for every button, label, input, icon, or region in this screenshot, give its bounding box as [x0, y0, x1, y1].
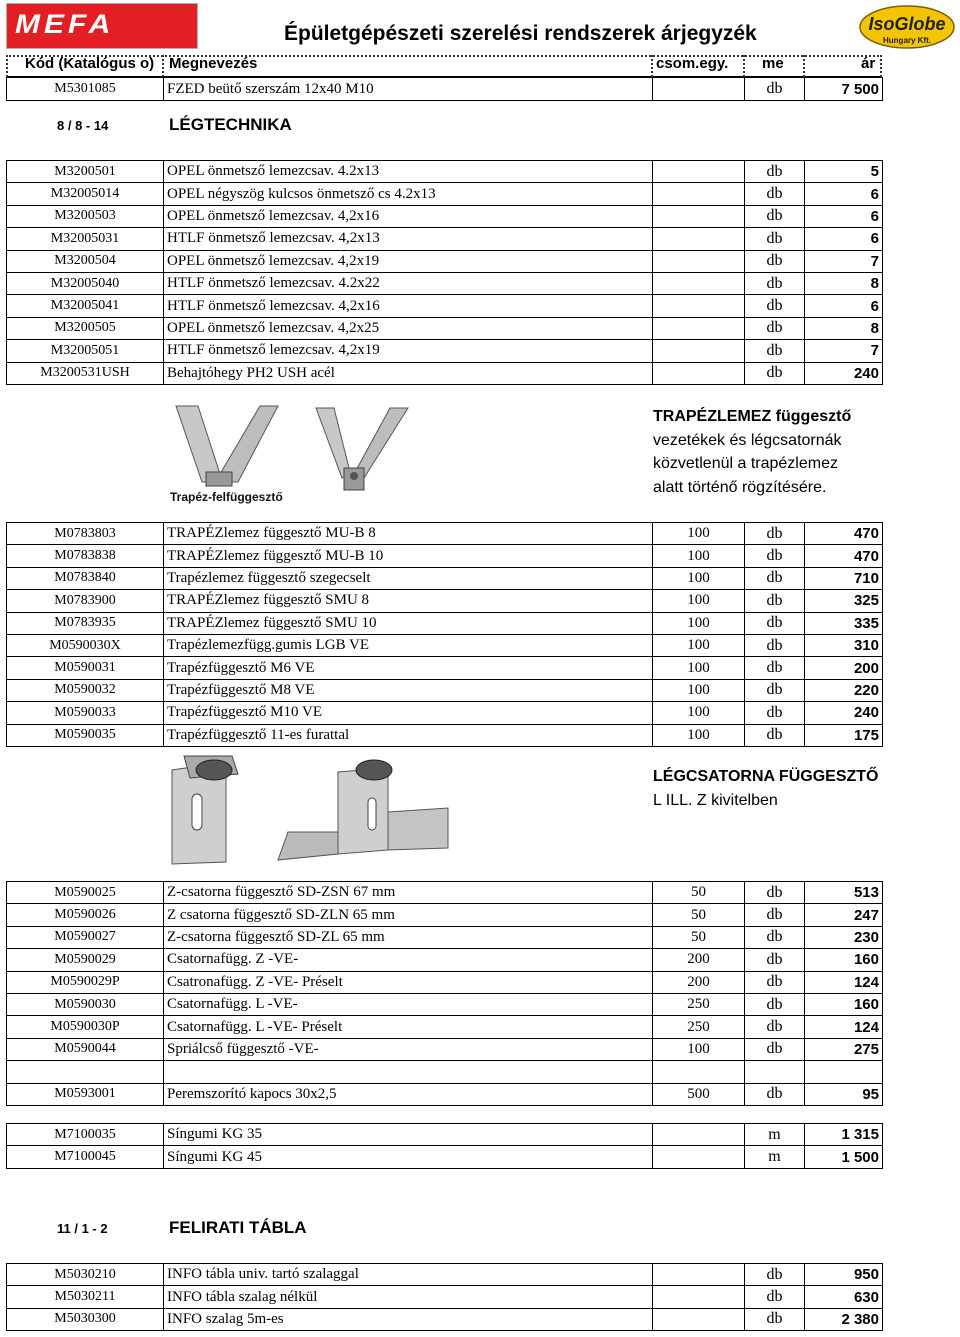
cell-unit: db — [745, 161, 805, 183]
cell-unit: db — [745, 904, 805, 926]
table-row — [7, 1061, 883, 1083]
cell-code: M32005051 — [7, 340, 164, 362]
cell-price: 160 — [805, 949, 883, 971]
cell-name: INFO tábla univ. tartó szalaggal — [164, 1264, 653, 1286]
cell-price: 6 — [805, 228, 883, 250]
table-row — [7, 183, 883, 205]
cell-name: INFO szalag 5m-es — [164, 1308, 653, 1330]
cell-price: 950 — [805, 1264, 883, 1286]
cell-name: OPEL négyszög kulcsos önmetsző cs 4.2x13 — [164, 183, 653, 205]
cell-code: M0590030P — [7, 1016, 164, 1038]
section-title: LÉGTECHNIKA — [169, 115, 292, 134]
cell-code: M0593001 — [7, 1083, 164, 1105]
cell-unit: db — [745, 1286, 805, 1308]
trapez-desc-line: alatt történő rögzítésére. — [653, 478, 827, 496]
cell-name: Csatronafügg. Z -VE- Préselt — [164, 971, 653, 993]
isoglobe-logo-text: IsoGlobe — [868, 14, 946, 34]
header-separator — [651, 55, 653, 77]
cell-name: Trapézfüggesztő M8 VE — [164, 679, 653, 701]
cell-code: M0590029 — [7, 949, 164, 971]
cell-code: M0590031 — [7, 657, 164, 679]
cell-code: M0783803 — [7, 523, 164, 545]
cell-name: TRAPÉZlemez függesztő SMU 10 — [164, 612, 653, 634]
cell-unit: m — [745, 1146, 805, 1168]
header-separator — [743, 55, 745, 77]
price-table-trapez — [6, 522, 883, 747]
cell-name: TRAPÉZlemez függesztő SMU 8 — [164, 590, 653, 612]
cell-qty: 200 — [653, 971, 745, 993]
table-row — [7, 272, 883, 294]
cell-price: 175 — [805, 724, 883, 746]
cell-unit: db — [745, 228, 805, 250]
trapez-description — [653, 405, 953, 499]
cell-name: Z-csatorna függesztő SD-ZSN 67 mm — [164, 882, 653, 904]
cell-qty — [653, 1308, 745, 1330]
cell-unit: db — [745, 1308, 805, 1330]
cell-name: Spriálcső függesztő -VE- — [164, 1038, 653, 1060]
section-title: FELIRATI TÁBLA — [169, 1218, 307, 1237]
cell-qty: 100 — [653, 523, 745, 545]
cell-unit: db — [745, 612, 805, 634]
cell-code: M32005031 — [7, 228, 164, 250]
table-row — [7, 362, 883, 384]
trapez-hanger-image — [168, 402, 463, 510]
cell-code: M0783900 — [7, 590, 164, 612]
header-separator — [6, 55, 8, 77]
cell-unit: db — [745, 724, 805, 746]
table-row — [7, 545, 883, 567]
table-row — [7, 205, 883, 227]
cell-name: OPEL önmetsző lemezcsav. 4.2x13 — [164, 161, 653, 183]
cell-code: M0590027 — [7, 926, 164, 948]
cell-code: M0783840 — [7, 567, 164, 589]
cell-price — [805, 1061, 883, 1083]
cell-name: HTLF önmetsző lemezcsav. 4.2x22 — [164, 272, 653, 294]
cell-unit: db — [745, 250, 805, 272]
cell-price: 240 — [805, 702, 883, 724]
table-row — [7, 295, 883, 317]
cell-price: 240 — [805, 362, 883, 384]
cell-unit: db — [745, 78, 805, 101]
cell-code: M3200504 — [7, 250, 164, 272]
table-row — [7, 1083, 883, 1105]
cell-name: Peremszorító kapocs 30x2,5 — [164, 1083, 653, 1105]
table-row — [7, 1124, 883, 1146]
cell-code: M0590032 — [7, 679, 164, 701]
top-table — [6, 77, 883, 101]
cell-qty — [653, 183, 745, 205]
table-row — [7, 657, 883, 679]
col-header-qty: csom.egy. — [656, 55, 729, 72]
cell-qty: 100 — [653, 590, 745, 612]
cell-price: 2 380 — [805, 1308, 883, 1330]
cell-qty: 500 — [653, 1083, 745, 1105]
cell-code: M7100045 — [7, 1146, 164, 1168]
table-row — [7, 926, 883, 948]
cell-name: Trapézlemez függesztő szegecselt — [164, 567, 653, 589]
cell-unit: db — [745, 1264, 805, 1286]
cell-qty — [653, 362, 745, 384]
table-row — [7, 679, 883, 701]
cell-qty: 100 — [653, 679, 745, 701]
cell-name: Trapézfüggesztő 11-es furattal — [164, 724, 653, 746]
mefa-logo — [6, 3, 198, 49]
cell-unit: db — [745, 340, 805, 362]
cell-name: Csatornafügg. Z -VE- — [164, 949, 653, 971]
cell-code: M3200531USH — [7, 362, 164, 384]
cell-qty — [653, 161, 745, 183]
cell-qty: 100 — [653, 634, 745, 656]
price-table-rubber — [6, 1123, 883, 1169]
cell-qty: 100 — [653, 702, 745, 724]
cell-price: 325 — [805, 590, 883, 612]
cell-code: M5030210 — [7, 1264, 164, 1286]
table-row — [7, 567, 883, 589]
cell-code: M0590026 — [7, 904, 164, 926]
cell-name: OPEL önmetsző lemezcsav. 4,2x19 — [164, 250, 653, 272]
isoglobe-logo — [858, 4, 956, 50]
cell-qty: 50 — [653, 904, 745, 926]
cell-code: M0590029P — [7, 971, 164, 993]
trapez-image-caption: Trapéz-felfüggesztő — [170, 490, 283, 504]
cell-code: M32005040 — [7, 272, 164, 294]
cell-name: OPEL önmetsző lemezcsav. 4,2x25 — [164, 317, 653, 339]
cell-price: 335 — [805, 612, 883, 634]
table-row — [7, 161, 883, 183]
cell-code: M0783838 — [7, 545, 164, 567]
cell-unit: db — [745, 567, 805, 589]
cell-unit: db — [745, 1083, 805, 1105]
duct-description — [653, 765, 883, 812]
table-row — [7, 612, 883, 634]
duct-desc-line: L ILL. Z kivitelben — [653, 791, 778, 809]
cell-name: Trapézfüggesztő M10 VE — [164, 702, 653, 724]
cell-name: HTLF önmetsző lemezcsav. 4,2x19 — [164, 340, 653, 362]
cell-name: TRAPÉZlemez függesztő MU-B 8 — [164, 523, 653, 545]
cell-name: HTLF önmetsző lemezcsav. 4,2x13 — [164, 228, 653, 250]
cell-unit: db — [745, 205, 805, 227]
table-row — [7, 1286, 883, 1308]
trapez-desc-line: közvetlenül a trapézlemez — [653, 455, 838, 472]
cell-code: M5301085 — [7, 78, 164, 101]
cell-qty — [653, 1061, 745, 1083]
price-table-screws — [6, 160, 883, 385]
cell-name: Csatornafügg. L -VE- — [164, 993, 653, 1015]
cell-qty: 100 — [653, 657, 745, 679]
cell-price: 7 500 — [805, 78, 883, 101]
col-header-code: Kód (Katalógus o) — [25, 55, 155, 72]
header-separator — [880, 55, 882, 77]
table-row — [7, 724, 883, 746]
cell-qty — [653, 1264, 745, 1286]
cell-unit: db — [745, 523, 805, 545]
cell-price: 7 — [805, 250, 883, 272]
cell-qty: 100 — [653, 567, 745, 589]
cell-unit: db — [745, 882, 805, 904]
cell-qty — [653, 340, 745, 362]
cell-code: M0590035 — [7, 724, 164, 746]
cell-price: 220 — [805, 679, 883, 701]
cell-qty: 100 — [653, 612, 745, 634]
cell-unit: db — [745, 317, 805, 339]
cell-qty — [653, 295, 745, 317]
cell-unit: db — [745, 634, 805, 656]
cell-code: M32005041 — [7, 295, 164, 317]
cell-price: 1 500 — [805, 1146, 883, 1168]
cell-qty — [653, 317, 745, 339]
cell-qty: 50 — [653, 926, 745, 948]
table-row — [7, 340, 883, 362]
cell-price: 7 — [805, 340, 883, 362]
cell-qty — [653, 272, 745, 294]
cell-price: 470 — [805, 545, 883, 567]
cell-unit: db — [745, 590, 805, 612]
cell-price: 124 — [805, 971, 883, 993]
isoglobe-logo-sub: Hungary Kft. — [883, 36, 931, 45]
cell-unit: db — [745, 657, 805, 679]
cell-unit — [745, 1061, 805, 1083]
table-row — [7, 1264, 883, 1286]
table-row — [7, 1308, 883, 1330]
cell-unit: db — [745, 949, 805, 971]
cell-qty — [653, 250, 745, 272]
trapez-desc-line: vezetékek és légcsatornák — [653, 431, 842, 449]
mefa-logo-text: MEFA — [15, 9, 115, 40]
cell-code: M3200505 — [7, 317, 164, 339]
cell-unit: db — [745, 295, 805, 317]
cell-name: Síngumi KG 45 — [164, 1146, 653, 1168]
table-row — [7, 590, 883, 612]
cell-unit: db — [745, 1016, 805, 1038]
cell-name: FZED beütő szerszám 12x40 M10 — [164, 78, 653, 101]
table-row — [7, 523, 883, 545]
cell-code: M5030300 — [7, 1308, 164, 1330]
col-header-price: ár — [861, 55, 876, 72]
cell-code: M0590030 — [7, 993, 164, 1015]
cell-price: 6 — [805, 295, 883, 317]
cell-code: M0783935 — [7, 612, 164, 634]
table-row — [7, 702, 883, 724]
cell-unit: db — [745, 993, 805, 1015]
cell-price: 5 — [805, 161, 883, 183]
cell-code: M5030211 — [7, 1286, 164, 1308]
duct-hanger-image — [168, 752, 465, 872]
cell-name: Trapézlemezfügg.gumis LGB VE — [164, 634, 653, 656]
table-row — [7, 904, 883, 926]
cell-code: M7100035 — [7, 1124, 164, 1146]
cell-code: M3200503 — [7, 205, 164, 227]
cell-unit: db — [745, 545, 805, 567]
cell-code: M0590044 — [7, 1038, 164, 1060]
cell-price: 6 — [805, 183, 883, 205]
cell-price: 247 — [805, 904, 883, 926]
table-row — [7, 78, 883, 101]
table-row — [7, 949, 883, 971]
cell-price: 710 — [805, 567, 883, 589]
header-separator — [803, 55, 805, 77]
cell-unit: db — [745, 183, 805, 205]
cell-name: Z csatorna függesztő SD-ZLN 65 mm — [164, 904, 653, 926]
cell-qty: 250 — [653, 1016, 745, 1038]
table-row — [7, 1038, 883, 1060]
cell-code: M0590033 — [7, 702, 164, 724]
cell-price: 160 — [805, 993, 883, 1015]
table-row — [7, 882, 883, 904]
cell-code: M0590030X — [7, 634, 164, 656]
cell-code: M0590025 — [7, 882, 164, 904]
cell-qty: 200 — [653, 949, 745, 971]
table-row — [7, 971, 883, 993]
cell-name: Z-csatorna függesztő SD-ZL 65 mm — [164, 926, 653, 948]
page-title: Épületgépészeti szerelési rendszerek árjegyzék — [284, 22, 757, 45]
table-row — [7, 993, 883, 1015]
cell-qty: 250 — [653, 993, 745, 1015]
price-table-info — [6, 1263, 883, 1331]
cell-code: M3200501 — [7, 161, 164, 183]
cell-name: Csatornafügg. L -VE- Préselt — [164, 1016, 653, 1038]
table-row — [7, 1016, 883, 1038]
cell-name — [164, 1061, 653, 1083]
cell-name: Síngumi KG 35 — [164, 1124, 653, 1146]
cell-price: 230 — [805, 926, 883, 948]
cell-qty — [653, 1286, 745, 1308]
cell-price: 8 — [805, 317, 883, 339]
cell-qty: 50 — [653, 882, 745, 904]
cell-price: 275 — [805, 1038, 883, 1060]
cell-price: 8 — [805, 272, 883, 294]
table-row — [7, 1146, 883, 1168]
cell-price: 95 — [805, 1083, 883, 1105]
cell-price: 200 — [805, 657, 883, 679]
cell-name: TRAPÉZlemez függesztő MU-B 10 — [164, 545, 653, 567]
header-separator — [162, 55, 164, 77]
cell-unit: db — [745, 971, 805, 993]
cell-name: OPEL önmetsző lemezcsav. 4,2x16 — [164, 205, 653, 227]
cell-unit: db — [745, 1038, 805, 1060]
table-row — [7, 228, 883, 250]
col-header-name: Megnevezés — [169, 55, 258, 72]
price-table-duct — [6, 881, 883, 1106]
cell-price: 1 315 — [805, 1124, 883, 1146]
cell-price: 513 — [805, 882, 883, 904]
cell-name: Trapézfüggesztő M6 VE — [164, 657, 653, 679]
section-code: 11 / 1 - 2 — [57, 1221, 108, 1236]
cell-price: 310 — [805, 634, 883, 656]
cell-unit: db — [745, 362, 805, 384]
section-code: 8 / 8 - 14 — [57, 118, 109, 133]
cell-code — [7, 1061, 164, 1083]
cell-qty: 100 — [653, 1038, 745, 1060]
col-header-unit: me — [762, 55, 784, 72]
cell-qty — [653, 78, 745, 101]
duct-desc-title: LÉGCSATORNA FÜGGESZTŐ — [653, 768, 879, 785]
cell-unit: db — [745, 679, 805, 701]
cell-unit: db — [745, 702, 805, 724]
trapez-desc-title: TRAPÉZLEMEZ függesztő — [653, 408, 852, 425]
cell-qty — [653, 1146, 745, 1168]
cell-unit: db — [745, 926, 805, 948]
table-row — [7, 634, 883, 656]
cell-price: 630 — [805, 1286, 883, 1308]
cell-qty: 100 — [653, 545, 745, 567]
cell-price: 124 — [805, 1016, 883, 1038]
cell-qty — [653, 205, 745, 227]
cell-unit: m — [745, 1124, 805, 1146]
cell-qty — [653, 1124, 745, 1146]
cell-qty: 100 — [653, 724, 745, 746]
cell-name: INFO tábla szalag nélkül — [164, 1286, 653, 1308]
cell-price: 470 — [805, 523, 883, 545]
table-row — [7, 317, 883, 339]
cell-name: Behajtóhegy PH2 USH acél — [164, 362, 653, 384]
table-row — [7, 250, 883, 272]
cell-unit: db — [745, 272, 805, 294]
cell-code: M32005014 — [7, 183, 164, 205]
cell-name: HTLF önmetsző lemezcsav. 4,2x16 — [164, 295, 653, 317]
cell-price: 6 — [805, 205, 883, 227]
cell-qty — [653, 228, 745, 250]
